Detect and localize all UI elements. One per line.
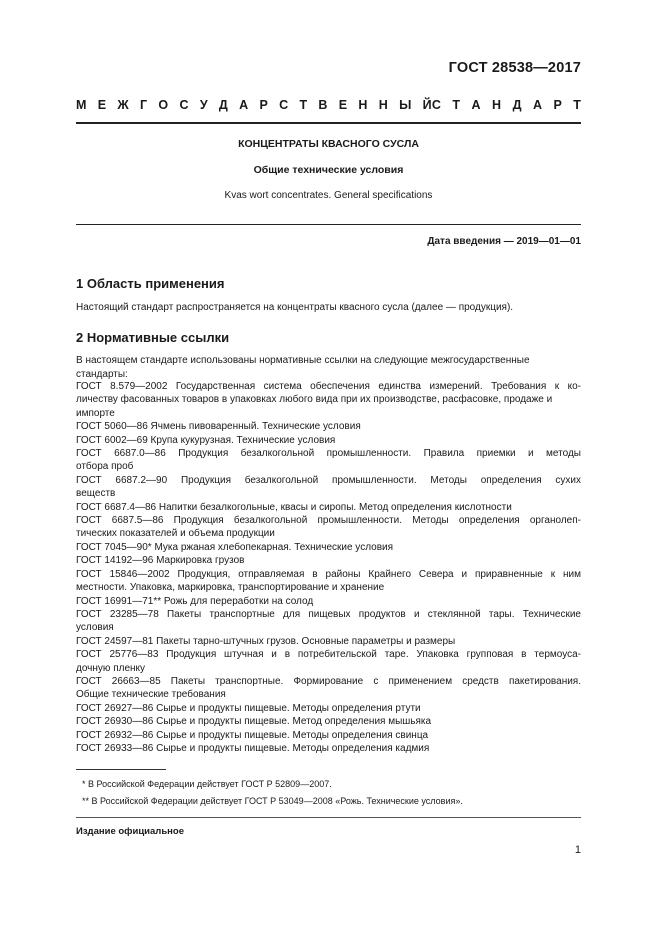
page-number: 1 bbox=[574, 844, 581, 856]
section-1-text bbox=[76, 301, 581, 315]
banner-letter: Й bbox=[422, 98, 432, 112]
footnote-2: ** В Российской Федерации действует ГОСТ Р 53049—2008 «Рожь. Технические условия». bbox=[82, 796, 463, 806]
banner-letter: А bbox=[532, 98, 542, 112]
reference-line: ГОСТ 26663—85 Пакеты транспортные. Формирование с применением средств пакетирования. bbox=[76, 675, 581, 687]
banner-left-word bbox=[76, 98, 432, 116]
reference-line: личеству фасованных товаров в упаковках любого вида при их производстве, расфасовке, продаже и bbox=[76, 394, 553, 406]
reference-line: ГОСТ 25776—83 Продукция штучная и в потребительской таре. Упаковка групповая в термоуса- bbox=[76, 649, 581, 661]
reference-item bbox=[76, 514, 581, 541]
banner-letter: Н bbox=[378, 98, 388, 112]
banner-letter: В bbox=[318, 98, 328, 112]
banner-letter: М bbox=[76, 98, 87, 112]
section-2-heading: 2 Нормативные ссылки bbox=[76, 330, 230, 345]
banner-letter: Д bbox=[218, 98, 228, 112]
reference-line: ГОСТ 6687.2—90 Продукция безалкогольной промышленности. Методы определения сухих bbox=[76, 474, 581, 486]
reference-item bbox=[76, 541, 581, 554]
header-rule bbox=[76, 122, 581, 124]
official-edition-label: Издание официальное bbox=[76, 826, 184, 837]
reference-item bbox=[76, 380, 581, 420]
section-2-intro-line: стандарты: bbox=[76, 368, 128, 380]
reference-item bbox=[76, 474, 581, 501]
reference-item bbox=[76, 608, 581, 635]
banner-letter: С bbox=[431, 98, 441, 112]
banner-letter: О bbox=[158, 98, 169, 112]
introduction-date: Дата введения — 2019—01—01 bbox=[427, 236, 581, 247]
reference-item bbox=[76, 729, 581, 742]
reference-line: ГОСТ 26932—86 Сырье и продукты пищевые. Методы определения свинца bbox=[76, 729, 429, 741]
reference-item bbox=[76, 501, 581, 514]
english-title: Kvas wort concentrates. General specifications bbox=[224, 190, 433, 201]
reference-item bbox=[76, 554, 581, 567]
reference-line: ГОСТ 26930—86 Сырье и продукты пищевые. Метод определения мышьяка bbox=[76, 716, 432, 728]
banner-letter: Н bbox=[358, 98, 368, 112]
reference-item bbox=[76, 702, 581, 715]
banner-letter: С bbox=[279, 98, 289, 112]
banner-letter: А bbox=[471, 98, 481, 112]
section-2-intro bbox=[76, 354, 581, 381]
footnote-rule bbox=[76, 769, 166, 770]
reference-line: местности. Упаковка, маркировка, транспортирование и хранение bbox=[76, 582, 385, 594]
banner-letter: Т bbox=[573, 98, 581, 112]
banner-right-word bbox=[432, 98, 581, 116]
reference-line: тических показателей и объема продукции bbox=[76, 528, 275, 540]
footer-rule bbox=[76, 817, 581, 818]
reference-item bbox=[76, 447, 581, 474]
reference-line: ГОСТ 26927—86 Сырье и продукты пищевые. Методы определения ртути bbox=[76, 702, 421, 714]
reference-line: дочную пленку bbox=[76, 662, 146, 674]
section-1-text-content: Настоящий стандарт распространяется на концентраты квасного сусла (далее — продукция). bbox=[76, 302, 514, 313]
banner-letter: Г bbox=[140, 98, 148, 112]
banner-letter: Е bbox=[97, 98, 107, 112]
reference-list bbox=[76, 380, 581, 755]
banner-letter: Д bbox=[512, 98, 522, 112]
reference-item bbox=[76, 648, 581, 675]
banner-letter: С bbox=[179, 98, 189, 112]
reference-line: ГОСТ 24597—81 Пакеты тарно-штучных грузов. Основные параметры и размеры bbox=[76, 635, 456, 647]
banner-letter: Ы bbox=[399, 98, 412, 112]
reference-line: ГОСТ 8.579—2002 Государственная система обеспечения единства измерений. Требования к ко- bbox=[76, 381, 581, 392]
banner-letter: Н bbox=[492, 98, 502, 112]
reference-line: ГОСТ 6002—69 Крупа кукурузная. Технические условия bbox=[76, 434, 336, 446]
section-2-intro-line: В настоящем стандарте использованы нормативные ссылки на следующие межгосударственные bbox=[76, 355, 530, 366]
banner-letter: Е bbox=[338, 98, 348, 112]
reference-line: ГОСТ 5060—86 Ячмень пивоваренный. Технические условия bbox=[76, 421, 361, 433]
reference-line: веществ bbox=[76, 488, 116, 500]
reference-line: ГОСТ 15846—2002 Продукция, отправляемая в районы Крайнего Севера и приравненные к ним bbox=[76, 568, 581, 580]
reference-line: ГОСТ 16991—71** Рожь для переработки на солод bbox=[76, 595, 314, 607]
reference-item bbox=[76, 742, 581, 755]
reference-item bbox=[76, 434, 581, 447]
banner-letter: У bbox=[199, 98, 208, 112]
reference-line: ГОСТ 7045—90* Мука ржаная хлебопекарная. Технические условия bbox=[76, 541, 394, 553]
title-rule bbox=[76, 224, 581, 225]
document-subtitle: Общие технические условия bbox=[253, 164, 404, 176]
reference-item bbox=[76, 420, 581, 433]
banner-letter: Т bbox=[452, 98, 461, 112]
reference-line: ГОСТ 26933—86 Сырье и продукты пищевые. Методы определения кадмия bbox=[76, 742, 430, 754]
reference-item bbox=[76, 595, 581, 608]
reference-line: ГОСТ 6687.4—86 Напитки безалкогольные, квасы и сиропы. Метод определения кислотности bbox=[76, 501, 512, 513]
document-code: ГОСТ 28538—2017 bbox=[448, 60, 581, 76]
reference-item bbox=[76, 675, 581, 702]
banner-letter: Ж bbox=[117, 98, 129, 112]
banner-letter: Т bbox=[299, 98, 308, 112]
standard-banner bbox=[76, 98, 581, 116]
reference-line: условия bbox=[76, 622, 114, 634]
reference-item bbox=[76, 568, 581, 595]
banner-letter: А bbox=[239, 98, 249, 112]
banner-letter: Р bbox=[259, 98, 268, 112]
reference-item bbox=[76, 635, 581, 648]
document-title: КОНЦЕНТРАТЫ КВАСНОГО СУСЛА bbox=[238, 138, 419, 150]
section-1-heading: 1 Область применения bbox=[76, 276, 225, 291]
reference-line: Общие технические требования bbox=[76, 689, 226, 701]
reference-item bbox=[76, 715, 581, 728]
reference-line: ГОСТ 23285—78 Пакеты транспортные для пищевых продуктов и стеклянной тары. Технические bbox=[76, 608, 581, 620]
reference-line: ГОСТ 6687.5—86 Продукция безалкогольной промышленности. Методы определения органолеп- bbox=[76, 515, 581, 527]
reference-line: ГОСТ 6687.0—86 Продукция безалкогольной промышленности. Правила приемки и методы bbox=[76, 448, 581, 460]
banner-letter: Р bbox=[553, 98, 562, 112]
footnote-1: * В Российской Федерации действует ГОСТ Р 52809—2007. bbox=[82, 779, 332, 789]
reference-line: отбора проб bbox=[76, 461, 134, 473]
reference-line: ГОСТ 14192—96 Маркировка грузов bbox=[76, 555, 245, 567]
reference-line: импорте bbox=[76, 407, 115, 419]
